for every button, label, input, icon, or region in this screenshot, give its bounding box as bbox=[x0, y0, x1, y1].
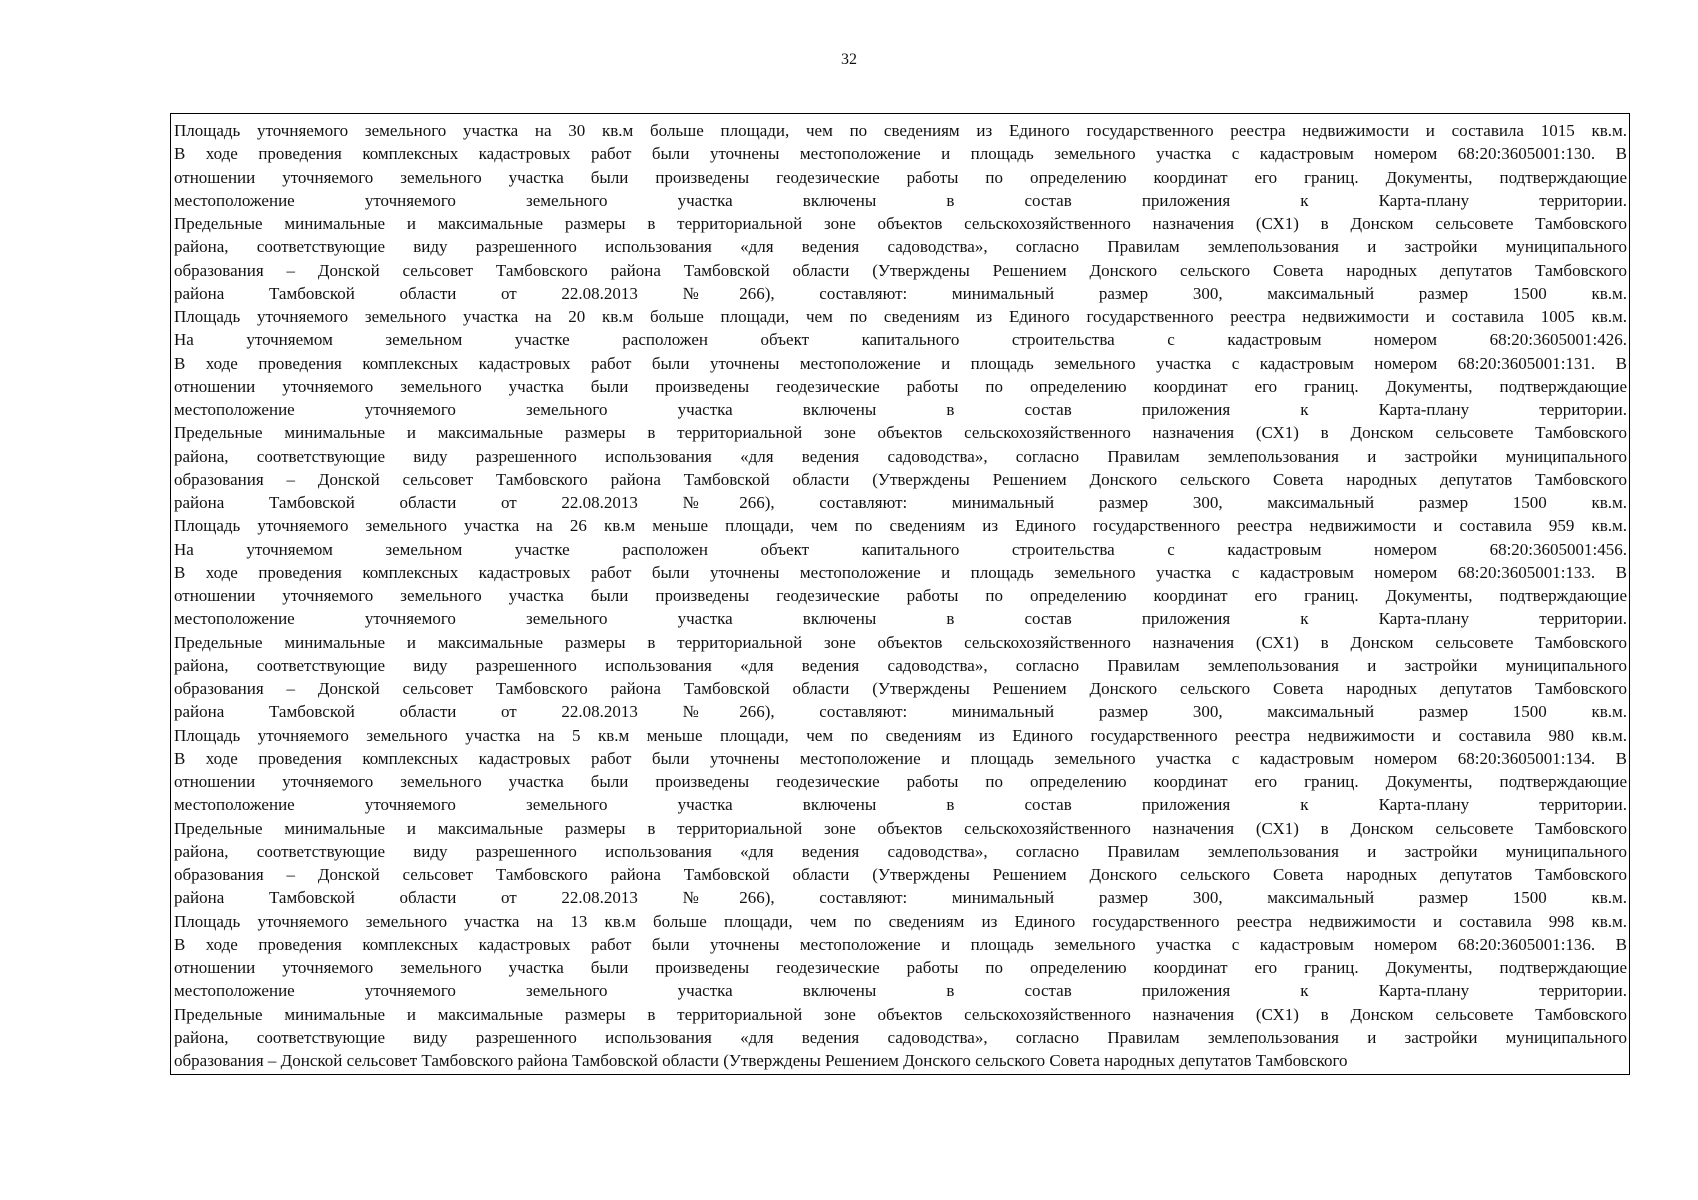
text-line: местоположение уточняемого земельного участка включены в состав приложения к Карта-плану территории. bbox=[174, 190, 1627, 210]
text-line: Площадь уточняемого земельного участка на 13 кв.м больше площади, чем по сведениям из Единого государственного реестра недвижимости и составила 998 кв.м. bbox=[174, 911, 1627, 931]
text-line: района, соответствующие виду разрешенного использования «для ведения садоводства», согласно Правилам землепользования и застройки муниципального bbox=[174, 841, 1627, 861]
text-line: района, соответствующие виду разрешенного использования «для ведения садоводства», согласно Правилам землепользования и застройки муниципального bbox=[174, 446, 1627, 466]
text-line: Предельные минимальные и максимальные размеры в территориальной зоне объектов сельскохозяйственного назначения (СХ1) в Донском сельсовете Тамбовского bbox=[174, 1004, 1627, 1024]
text-line: образования – Донской сельсовет Тамбовского района Тамбовской области (Утверждены Решением Донского сельского Совета народных депутатов Тамбовского bbox=[174, 260, 1627, 280]
text-line: отношении уточняемого земельного участка были произведены геодезические работы по определению координат его границ. Документы, подтверждающие bbox=[174, 772, 1627, 791]
text-line: района Тамбовской области от 22.08.2013 №266), составляют: минимальный размер 300, максимальный размер 1500 кв.м. bbox=[174, 493, 1627, 512]
page-number: 32 bbox=[841, 51, 857, 68]
text-line: Площадь уточняемого земельного участка на 26 кв.м меньше площади, чем по сведениям из Единого государственного реестра недвижимости и составила 959 кв.м. bbox=[174, 516, 1627, 536]
text-line: отношении уточняемого земельного участка были произведены геодезические работы по определению координат его границ. Документы, подтверждающие bbox=[174, 958, 1627, 977]
text-line: Предельные минимальные и максимальные размеры в территориальной зоне объектов сельскохозяйственного назначения (СХ1) в Донском сельсовете Тамбовского bbox=[174, 214, 1627, 233]
text-line: Предельные минимальные и максимальные размеры в территориальной зоне объектов сельскохозяйственного назначения (СХ1) в Донском сельсовете Тамбовского bbox=[174, 818, 1627, 838]
text-line: района, соответствующие виду разрешенного использования «для ведения садоводства», согласно Правилам землепользования и застройки муниципального bbox=[174, 237, 1627, 257]
document-text-box bbox=[170, 113, 1630, 1075]
text-line: района, соответствующие виду разрешенного использования «для ведения садоводства», согласно Правилам землепользования и застройки муниципального bbox=[174, 1027, 1627, 1047]
text-line: местоположение уточняемого земельного участка включены в состав приложения к Карта-плану территории. bbox=[174, 981, 1627, 1001]
text-line: Предельные минимальные и максимальные размеры в территориальной зоне объектов сельскохозяйственного назначения (СХ1) в Донском сельсовете Тамбовского bbox=[174, 632, 1627, 652]
text-line: Площадь уточняемого земельного участка на 30 кв.м больше площади, чем по сведениям из Единого государственного реестра недвижимости и составила 1015 кв.м. bbox=[174, 121, 1627, 140]
text-line: образования – Донской сельсовет Тамбовского района Тамбовской области (Утверждены Решением Донского сельского Совета народных депутатов Тамбовского bbox=[174, 1051, 1348, 1070]
text-line: В ходе проведения комплексных кадастровых работ были уточнены местоположение и площадь земельного участка с кадастровым номером 68:20:3605001:134. В bbox=[174, 748, 1627, 768]
text-line: района Тамбовской области от 22.08.2013 №266), составляют: минимальный размер 300, максимальный размер 1500 кв.м. bbox=[174, 888, 1627, 908]
text-line: Площадь уточняемого земельного участка на 5 кв.м меньше площади, чем по сведениям из Единого государственного реестра недвижимости и составила 980 кв.м. bbox=[174, 725, 1627, 745]
text-line: образования – Донской сельсовет Тамбовского района Тамбовской области (Утверждены Решением Донского сельского Совета народных депутатов Тамбовского bbox=[174, 865, 1627, 884]
text-line: местоположение уточняемого земельного участка включены в состав приложения к Карта-плану территории. bbox=[174, 609, 1627, 629]
text-line: образования – Донской сельсовет Тамбовского района Тамбовской области (Утверждены Решением Донского сельского Совета народных депутатов Тамбовского bbox=[174, 679, 1627, 698]
text-line: района Тамбовской области от 22.08.2013 №266), составляют: минимальный размер 300, максимальный размер 1500 кв.м. bbox=[174, 702, 1627, 722]
text-line: местоположение уточняемого земельного участка включены в состав приложения к Карта-плану территории. bbox=[174, 795, 1627, 815]
text-line: района Тамбовской области от 22.08.2013 №266), составляют: минимальный размер 300, максимальный размер 1500 кв.м. bbox=[174, 283, 1627, 303]
text-line: местоположение уточняемого земельного участка включены в состав приложения к Карта-плану территории. bbox=[174, 400, 1627, 419]
text-line: В ходе проведения комплексных кадастровых работ были уточнены местоположение и площадь земельного участка с кадастровым номером 68:20:3605001:130. В bbox=[174, 144, 1627, 164]
text-line: отношении уточняемого земельного участка были произведены геодезические работы по определению координат его границ. Документы, подтверждающие bbox=[174, 586, 1627, 605]
text-line: района, соответствующие виду разрешенного использования «для ведения садоводства», согласно Правилам землепользования и застройки муниципального bbox=[174, 655, 1627, 675]
text-line: отношении уточняемого земельного участка были произведены геодезические работы по определению координат его границ. Документы, подтверждающие bbox=[174, 376, 1627, 396]
text-line: В ходе проведения комплексных кадастровых работ были уточнены местоположение и площадь земельного участка с кадастровым номером 68:20:3605001:133. В bbox=[174, 562, 1627, 582]
text-line: Предельные минимальные и максимальные размеры в территориальной зоне объектов сельскохозяйственного назначения (СХ1) в Донском сельсовете Тамбовского bbox=[174, 423, 1627, 443]
text-line: отношении уточняемого земельного участка были произведены геодезические работы по определению координат его границ. Документы, подтверждающие bbox=[174, 167, 1627, 187]
text-line: Площадь уточняемого земельного участка на 20 кв.м больше площади, чем по сведениям из Единого государственного реестра недвижимости и составила 1005 кв.м. bbox=[174, 307, 1627, 326]
text-line: На уточняемом земельном участке расположен объект капитального строительства с кадастровым номером 68:20:3605001:456. bbox=[174, 539, 1627, 559]
text-line: образования – Донской сельсовет Тамбовского района Тамбовской области (Утверждены Решением Донского сельского Совета народных депутатов Тамбовского bbox=[174, 469, 1627, 489]
text-line: В ходе проведения комплексных кадастровых работ были уточнены местоположение и площадь земельного участка с кадастровым номером 68:20:3605001:136. В bbox=[174, 934, 1627, 954]
text-line: В ходе проведения комплексных кадастровых работ были уточнены местоположение и площадь земельного участка с кадастровым номером 68:20:3605001:131. В bbox=[174, 353, 1627, 373]
text-line: На уточняемом земельном участке расположен объект капитального строительства с кадастровым номером 68:20:3605001:426. bbox=[174, 330, 1627, 350]
